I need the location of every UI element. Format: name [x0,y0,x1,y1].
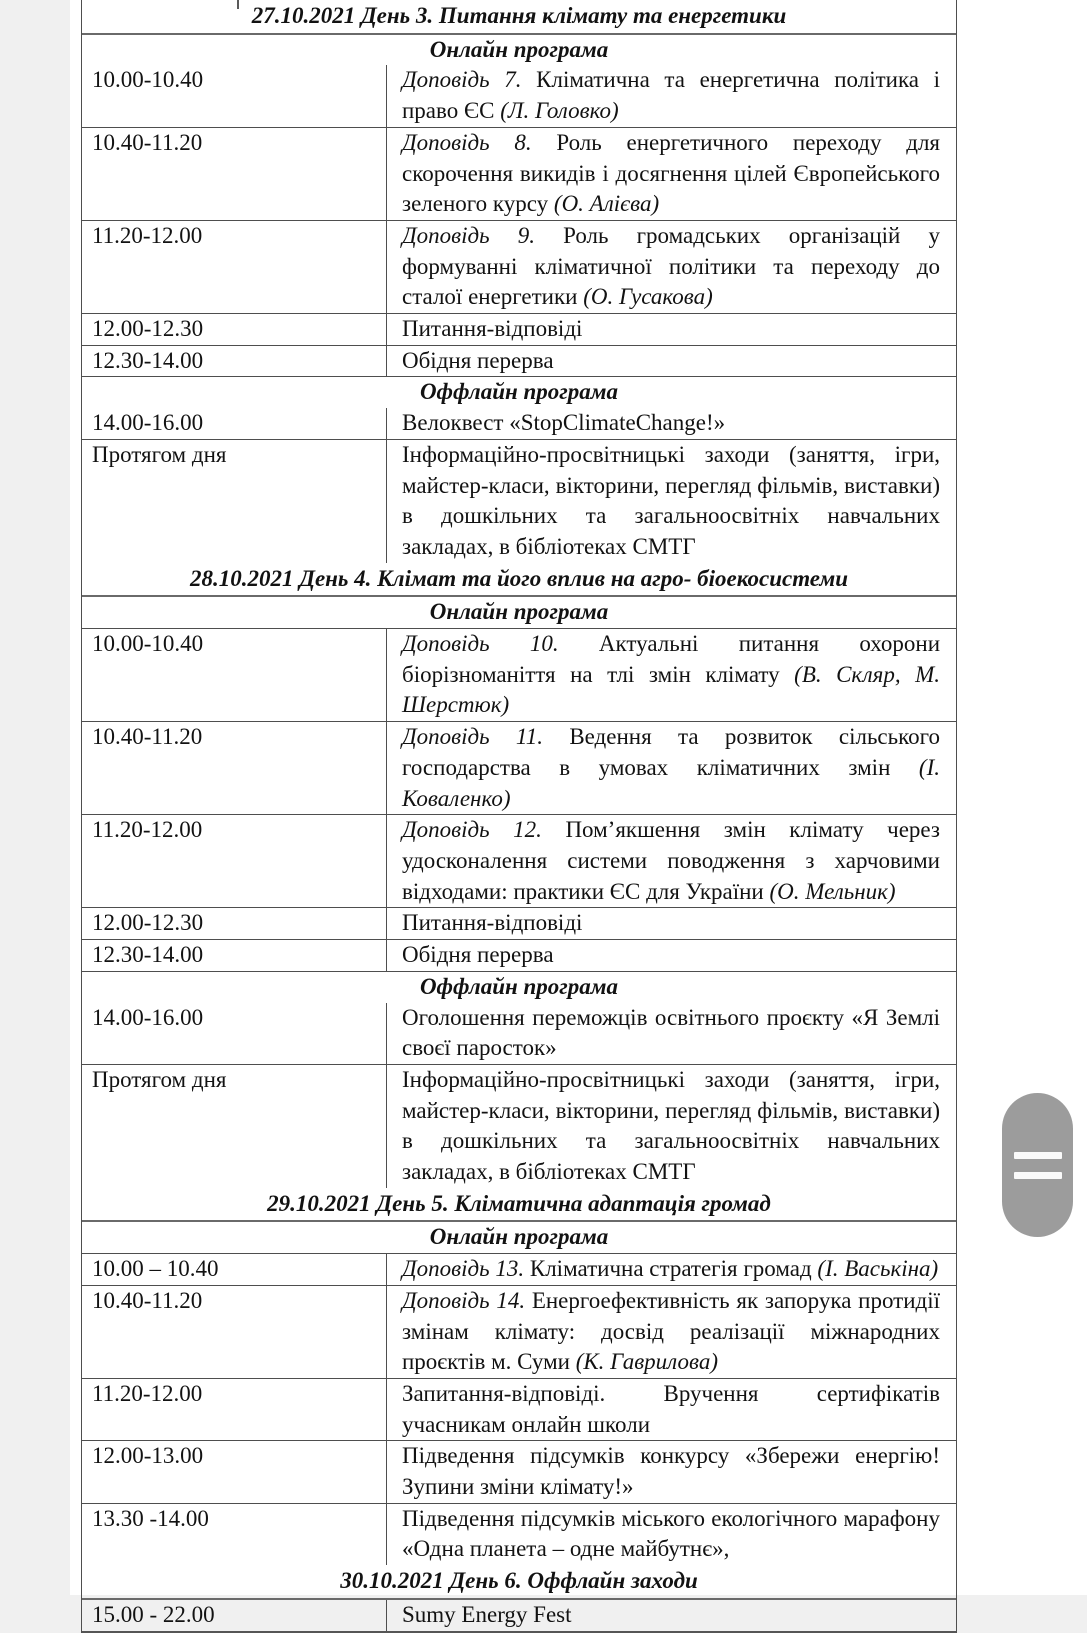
time-cell: 11.20-12.00 [92,1380,203,1406]
description-cell [386,940,956,971]
description-segment: Велоквест «StopClimateChange!» [402,410,726,436]
description-segment-italic: (О. Гусакова) [583,284,713,310]
schedule-row [82,221,956,314]
description-segment-italic: Доповідь 10. [402,631,559,657]
description-segment: Інформаційно-просвітницькі заходи (заняття, ігри, майстер-класи, вікторини, перегляд фільмів, виставки) в дошкільних та загальноосвітніх навчальних закладах, в бібліотеках СМТГ [402,441,940,559]
schedule-row [82,440,956,563]
program-header: Онлайн програма [82,597,956,629]
description-segment-italic: Доповідь 11. [402,724,543,750]
drag-handle-line-icon [1014,1172,1062,1179]
description-segment: Пом’якшення змін клімату через удосконалення системи поводження з харчовими відходами: практики ЄС для України [402,817,941,904]
schedule-row [82,1379,956,1441]
description-cell [386,314,956,345]
description-segment-italic: (І. Васькіна) [817,1256,939,1282]
schedule-row [82,722,956,815]
time-cell: Протягом дня [92,1066,227,1092]
description-segment: Обідня перерва [402,942,554,968]
description-segment: Запитання-відповіді. Вручення сертифікатів учасникам онлайн школи [402,1380,940,1437]
time-cell: 10.40-11.20 [92,129,203,155]
description-segment: Підведення підсумків конкурсу «Збережи енергію! Зупини зміни клімату!» [402,1443,940,1500]
description-cell [386,408,956,439]
day-header: 27.10.2021 День 3. Питання клімату та енергетики [82,0,956,35]
time-cell: 14.00-16.00 [92,1004,204,1030]
description-cell [386,815,956,907]
description-segment-italic: (В. Скляр, М. Шерстюк) [402,661,940,718]
schedule-row [82,128,956,221]
description-cell [386,629,956,721]
description-cell [386,221,956,313]
time-cell: 10.40-11.20 [92,724,203,750]
description-cell [386,1254,956,1285]
description-segment: Роль громадських організацій у формуванні кліматичної політики та переходу до сталої енергетики [402,222,940,310]
description-segment: Енергоефективність як запорука протидії змінам клімату: досвід реалізації міжнародних проєктів м. Суми [402,1287,940,1375]
description-segment: Ведення та розвиток сільського господарства в умовах кліматичних змін [402,724,940,780]
schedule-row [82,346,956,378]
description-segment: Підведення підсумків міського екологічного марафону «Одна планета – одне майбутнє», [402,1505,940,1562]
day-header: 28.10.2021 День 4. Клімат та його вплив на агро- біоекосистеми [82,563,956,598]
description-segment: Питання-відповіді [402,910,583,936]
description-cell [386,1504,956,1565]
time-cell: 14.00-16.00 [92,410,204,436]
document-page [70,0,1087,1627]
schedule-row [82,65,956,127]
program-header: Оффлайн програма [419,973,619,999]
day-header: 30.10.2021 День 6. Оффлайн заходи [82,1565,956,1600]
time-cell: 10.00 – 10.40 [92,1256,219,1282]
description-segment: Питання-відповіді [402,316,583,342]
time-cell: 12.00-13.00 [92,1443,204,1469]
description-cell [386,908,956,939]
program-header: Онлайн програма [82,1222,956,1254]
time-cell: 12.30-14.00 [92,347,204,373]
description-segment-italic: (О. Мельник) [769,878,896,904]
description-segment-italic: (О. Алієва) [553,191,660,217]
description-cell [386,65,956,126]
schedule-row [82,1065,956,1188]
description-segment: Кліматична стратегія громад [524,1256,818,1282]
fast-scroll-handle[interactable] [1002,1093,1073,1237]
schedule-row [82,940,956,972]
time-cell: 11.20-12.00 [92,817,203,843]
description-segment-italic: Доповідь 13. [402,1256,525,1282]
description-cell [386,346,956,377]
description-segment-italic: (К. Гаврилова) [575,1349,718,1375]
time-cell: 10.00-10.40 [92,631,204,657]
time-cell: 12.00-12.30 [92,910,204,936]
schedule-row [82,629,956,722]
schedule-row [82,1504,956,1565]
schedule-row [82,1600,956,1633]
description-segment-italic: (Л. Головко) [500,98,619,124]
description-segment-italic: Доповідь 9. [402,222,535,248]
time-cell: 13.30 -14.00 [92,1505,209,1531]
description-segment: Sumy Energy Fest [402,1601,572,1627]
schedule-row [82,1441,956,1503]
schedule-row [82,1286,956,1379]
drag-handle-line-icon [1014,1152,1062,1159]
time-cell: 12.00-12.30 [92,316,204,342]
description-cell [386,1600,956,1631]
description-segment: Актуальні питання охорони біорізноманіття на тлі змін клімату [402,631,940,687]
description-segment-italic: Доповідь 7. [402,67,522,93]
description-segment: Роль енергетичного переходу для скорочення викидів і досягнення цілей Європейського зеленого курсу [402,129,940,217]
description-segment-italic: (І. Коваленко) [402,754,940,811]
time-cell: 12.30-14.00 [92,942,204,968]
description-cell [386,1379,956,1440]
time-cell: 11.20-12.00 [92,222,203,248]
description-segment-italic: Доповідь 14. [402,1287,526,1313]
description-cell [386,440,956,563]
schedule-row [82,908,956,940]
schedule-row [82,314,956,346]
description-cell [386,1441,956,1502]
description-segment: Обідня перерва [402,347,554,373]
schedule-row [82,408,956,440]
time-cell: 15.00 - 22.00 [92,1601,215,1627]
description-segment-italic: Доповідь 12. [402,817,542,843]
program-header: Онлайн програма [429,36,609,62]
time-cell: 10.00-10.40 [92,67,204,93]
day-header: 29.10.2021 День 5. Кліматична адаптація громад [82,1188,956,1223]
description-segment: Оголошення переможців освітнього проєкту «Я Землі своєї паросток» [402,1004,940,1061]
description-segment: Кліматична та енергетична політика і право ЄС [402,67,941,124]
description-cell [386,1003,956,1064]
description-cell [386,1286,956,1378]
time-cell: 10.40-11.20 [92,1287,203,1313]
time-cell: Протягом дня [92,441,227,467]
description-cell [386,128,956,220]
schedule-row [82,815,956,908]
description-cell [386,1065,956,1188]
schedule-table [81,0,957,1633]
schedule-row [82,1003,956,1065]
description-segment: Інформаційно-просвітницькі заходи (заняття, ігри, майстер-класи, вікторини, перегляд фільмів, виставки) в дошкільних та загальноосвітніх навчальних закладах, в бібліотеках СМТГ [402,1066,940,1185]
description-cell [386,722,956,814]
program-header: Оффлайн програма [419,379,619,405]
description-segment-italic: Доповідь 8. [402,129,532,155]
schedule-row [82,1254,956,1286]
